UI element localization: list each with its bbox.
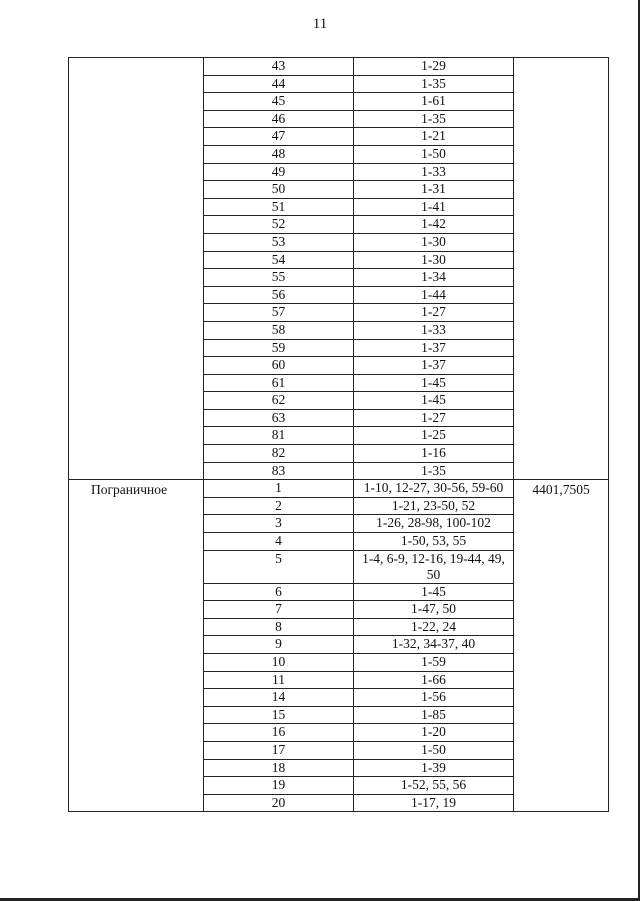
land-plots-table <box>68 57 609 812</box>
plot-range-cell: 1-35 <box>354 110 514 128</box>
block-number-cell: 82 <box>204 445 354 463</box>
settlement-name-cell <box>69 58 204 480</box>
plot-range-cell: 1-44 <box>354 286 514 304</box>
plot-range-cell: 1-37 <box>354 357 514 375</box>
plot-range-cell: 1-42 <box>354 216 514 234</box>
block-number-cell: 6 <box>204 583 354 601</box>
page-number: 11 <box>312 16 328 32</box>
block-number-cell: 48 <box>204 145 354 163</box>
plot-range-cell: 1-25 <box>354 427 514 445</box>
block-number-cell: 20 <box>204 794 354 812</box>
block-number-cell: 81 <box>204 427 354 445</box>
plot-range-cell: 1-85 <box>354 706 514 724</box>
plot-range-cell: 1-31 <box>354 181 514 199</box>
block-number-cell: 62 <box>204 392 354 410</box>
block-number-cell: 9 <box>204 636 354 654</box>
plot-range-cell: 1-33 <box>354 163 514 181</box>
block-number-cell: 51 <box>204 198 354 216</box>
block-number-cell: 49 <box>204 163 354 181</box>
block-number-cell: 46 <box>204 110 354 128</box>
plot-range-cell: 1-35 <box>354 462 514 480</box>
plot-range-cell: 1-33 <box>354 321 514 339</box>
area-total-cell: 4401,7505 <box>514 480 609 812</box>
table-row <box>69 58 609 76</box>
settlement-name-cell: Пограничное <box>69 480 204 812</box>
block-number-cell: 14 <box>204 689 354 707</box>
plot-range-cell: 1-27 <box>354 409 514 427</box>
block-number-cell: 18 <box>204 759 354 777</box>
plot-range-cell: 1-30 <box>354 233 514 251</box>
plot-range-cell: 1-32, 34-37, 40 <box>354 636 514 654</box>
plot-range-cell: 1-39 <box>354 759 514 777</box>
block-number-cell: 83 <box>204 462 354 480</box>
plot-range-cell: 1-10, 12-27, 30-56, 59-60 <box>354 480 514 498</box>
plot-range-cell: 1-4, 6-9, 12-16, 19-44, 49, 50 <box>354 550 514 583</box>
plot-range-cell: 1-29 <box>354 58 514 76</box>
block-number-cell: 15 <box>204 706 354 724</box>
block-number-cell: 57 <box>204 304 354 322</box>
block-number-cell: 1 <box>204 480 354 498</box>
plot-range-cell: 1-37 <box>354 339 514 357</box>
plot-range-cell: 1-50 <box>354 145 514 163</box>
block-number-cell: 19 <box>204 777 354 795</box>
block-number-cell: 50 <box>204 181 354 199</box>
plot-range-cell: 1-34 <box>354 269 514 287</box>
plot-range-cell: 1-16 <box>354 445 514 463</box>
plot-range-cell: 1-45 <box>354 392 514 410</box>
plot-range-cell: 1-56 <box>354 689 514 707</box>
block-number-cell: 60 <box>204 357 354 375</box>
plot-range-cell: 1-50 <box>354 741 514 759</box>
plot-range-cell: 1-21, 23-50, 52 <box>354 497 514 515</box>
plot-range-cell: 1-26, 28-98, 100-102 <box>354 515 514 533</box>
block-number-cell: 47 <box>204 128 354 146</box>
plot-range-cell: 1-22, 24 <box>354 618 514 636</box>
area-total-cell <box>514 58 609 480</box>
block-number-cell: 44 <box>204 75 354 93</box>
table-row <box>69 480 609 498</box>
block-number-cell: 52 <box>204 216 354 234</box>
plot-range-cell: 1-41 <box>354 198 514 216</box>
block-number-cell: 45 <box>204 93 354 111</box>
plot-range-cell: 1-35 <box>354 75 514 93</box>
block-number-cell: 2 <box>204 497 354 515</box>
block-number-cell: 11 <box>204 671 354 689</box>
block-number-cell: 56 <box>204 286 354 304</box>
block-number-cell: 61 <box>204 374 354 392</box>
block-number-cell: 17 <box>204 741 354 759</box>
plot-range-cell: 1-59 <box>354 654 514 672</box>
plot-range-cell: 1-66 <box>354 671 514 689</box>
block-number-cell: 43 <box>204 58 354 76</box>
plot-range-cell: 1-47, 50 <box>354 601 514 619</box>
block-number-cell: 5 <box>204 550 354 583</box>
block-number-cell: 7 <box>204 601 354 619</box>
block-number-cell: 63 <box>204 409 354 427</box>
block-number-cell: 16 <box>204 724 354 742</box>
block-number-cell: 54 <box>204 251 354 269</box>
plot-range-cell: 1-17, 19 <box>354 794 514 812</box>
plot-range-cell: 1-61 <box>354 93 514 111</box>
plot-range-cell: 1-45 <box>354 583 514 601</box>
plot-range-cell: 1-45 <box>354 374 514 392</box>
plot-range-cell: 1-27 <box>354 304 514 322</box>
plot-range-cell: 1-50, 53, 55 <box>354 533 514 551</box>
block-number-cell: 58 <box>204 321 354 339</box>
plot-range-cell: 1-20 <box>354 724 514 742</box>
block-number-cell: 10 <box>204 654 354 672</box>
block-number-cell: 3 <box>204 515 354 533</box>
block-number-cell: 59 <box>204 339 354 357</box>
plot-range-cell: 1-52, 55, 56 <box>354 777 514 795</box>
plot-range-cell: 1-30 <box>354 251 514 269</box>
block-number-cell: 53 <box>204 233 354 251</box>
plot-range-cell: 1-21 <box>354 128 514 146</box>
block-number-cell: 4 <box>204 533 354 551</box>
block-number-cell: 8 <box>204 618 354 636</box>
block-number-cell: 55 <box>204 269 354 287</box>
